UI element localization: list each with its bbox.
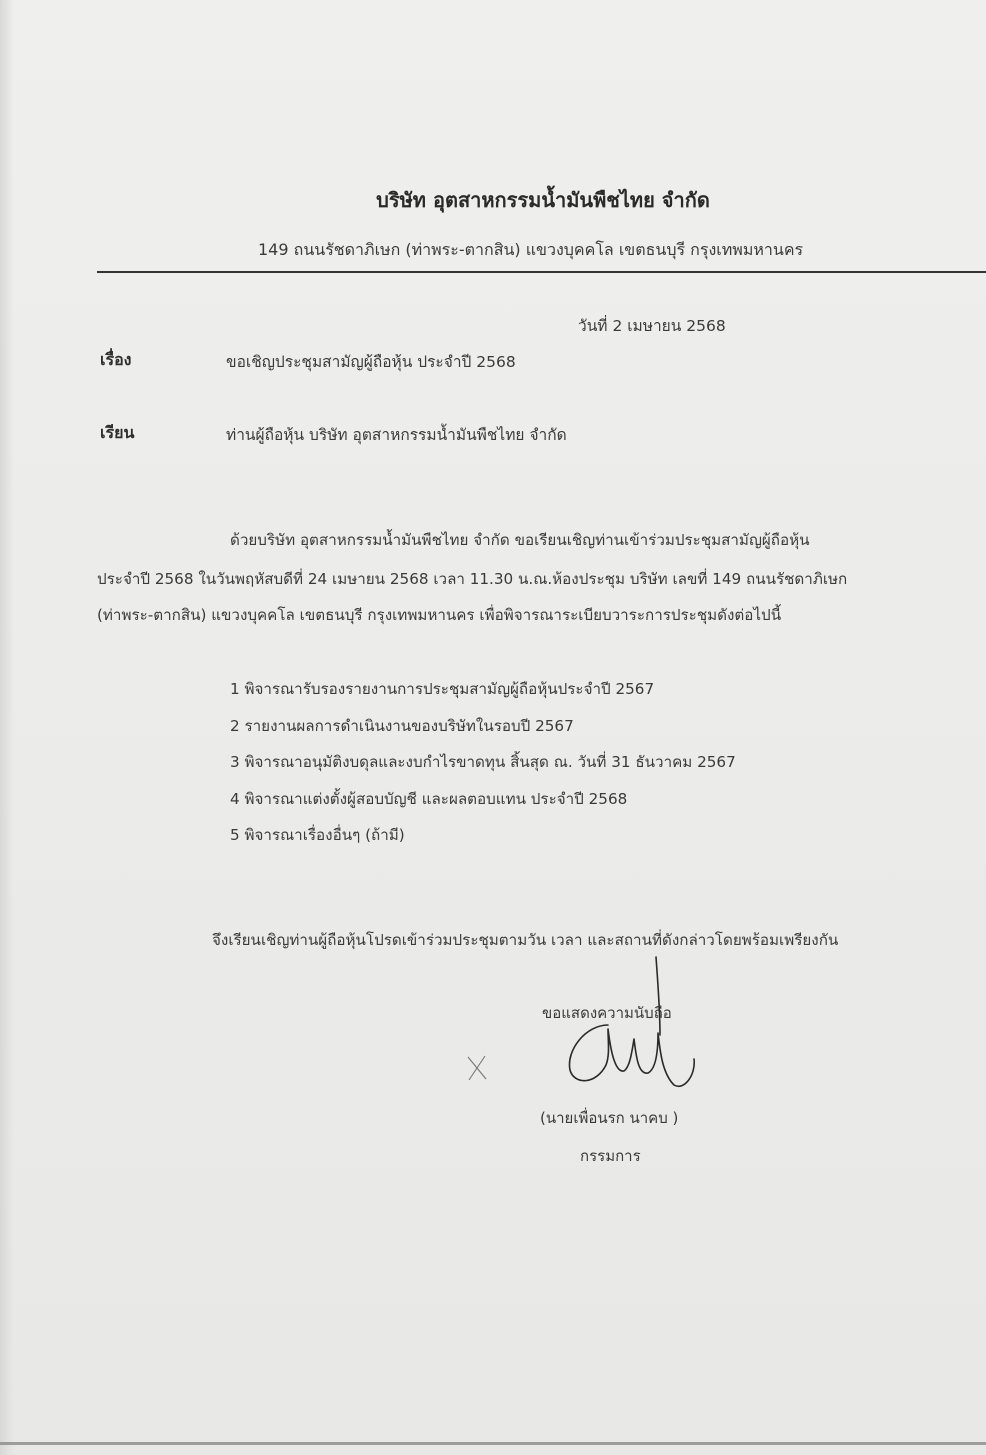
agenda-item: 1 พิจารณารับรองรายงานการประชุมสามัญผู้ถือหุ้นประจำปี 2567: [230, 680, 655, 698]
recipient-text: ท่านผู้ถือหุ้น บริษัท อุตสาหกรรมน้ำมันพืชไทย จำกัด: [226, 426, 567, 444]
signer-name: (นายเพื่อนรก นาคบ ): [540, 1109, 679, 1127]
agenda-item: 3 พิจารณาอนุมัติงบดุลและงบกำไรขาดทุน สิ้นสุด ณ. วันที่ 31 ธันวาคม 2567: [230, 753, 736, 771]
subject-text: ขอเชิญประชุมสามัญผู้ถือหุ้น ประจำปี 2568: [226, 353, 516, 371]
letter-date: วันที่ 2 เมษายน 2568: [578, 317, 726, 335]
agenda-item: 2 รายงานผลการดำเนินงานของบริษัทในรอบปี 2567: [230, 716, 574, 735]
scan-bottom-edge: [0, 1442, 986, 1445]
handwritten-signature: [548, 955, 708, 1100]
subject-label: เรื่อง: [100, 350, 132, 369]
regards-text: ขอแสดงความนับถือ: [542, 1004, 672, 1022]
recipient-label: เรียน: [100, 423, 135, 442]
signer-title: กรรมการ: [580, 1147, 641, 1165]
closing-sentence: จึงเรียนเชิญท่านผู้ถือหุ้นโปรดเข้าร่วมประชุมตามวัน เวลา และสถานที่ดังกล่าวโดยพร้อมเพรียงกัน: [212, 931, 839, 949]
company-name: บริษัท อุตสาหกรรมน้ำมันพืชไทย จำกัด: [376, 188, 710, 212]
company-address: 149 ถนนรัชดาภิเษก (ท่าพระ-ตากสิน) แขวงบุคคโล เขตธนบุรี กรุงเทพมหานคร: [258, 240, 804, 259]
scan-edge-shadow: [0, 0, 14, 1455]
body-line-2: ประจำปี 2568 ในวันพฤหัสบดีที่ 24 เมษายน 2568 เวลา 11.30 น.ณ.ห้องประชุม บริษัท เลขที่ 149 ถนนรัชดาภิเษก: [97, 570, 848, 588]
agenda-item: 5 พิจารณาเรื่องอื่นๆ (ถ้ามี): [230, 826, 405, 844]
agenda-item: 4 พิจารณาแต่งตั้งผู้สอบบัญชี และผลตอบแทน ประจำปี 2568: [230, 789, 628, 808]
body-line-1: ด้วยบริษัท อุตสาหกรรมน้ำมันพืชไทย จำกัด ขอเรียนเชิญท่านเข้าร่วมประชุมสามัญผู้ถือหุ้น: [230, 531, 810, 549]
header-divider: [97, 271, 986, 273]
agenda-list: [230, 671, 736, 854]
body-line-3: (ท่าพระ-ตากสิน) แขวงบุคคโล เขตธนบุรี กรุงเทพมหานคร เพื่อพิจารณาระเบียบวาระการประชุมดังต่อไปนี้: [97, 606, 782, 624]
x-mark-icon: [464, 1054, 490, 1082]
